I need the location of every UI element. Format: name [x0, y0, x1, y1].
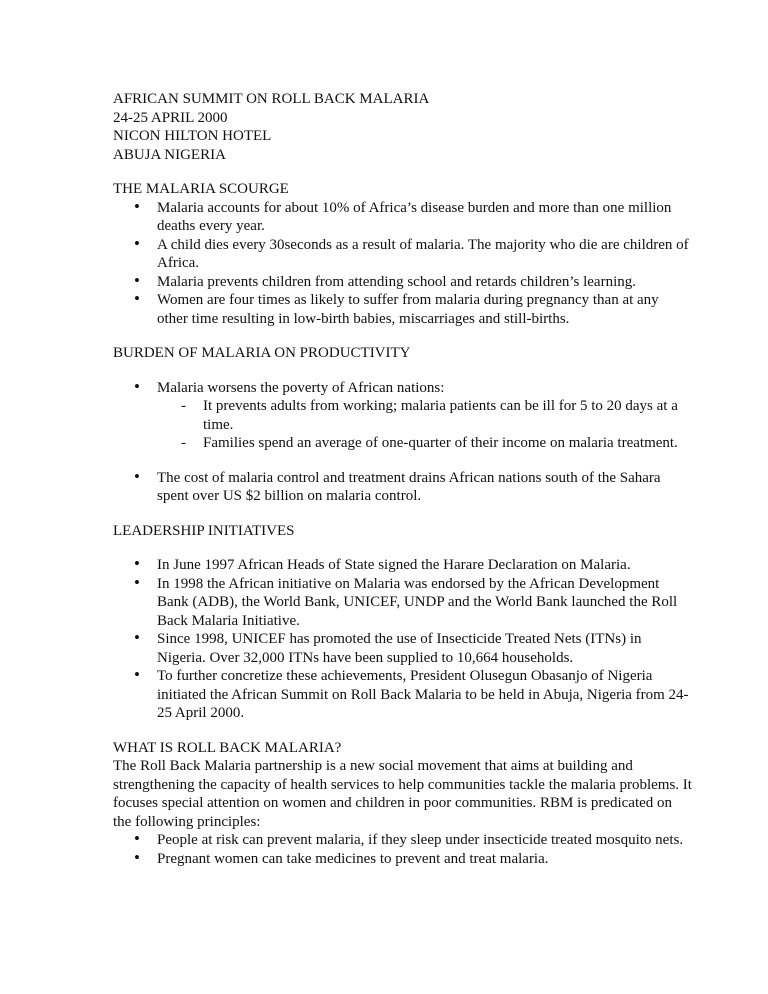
- section-heading-burden: BURDEN OF MALARIA ON PRODUCTIVITY: [113, 345, 411, 361]
- burden-sublist: [113, 397, 693, 453]
- list-item: • A child dies every 30seconds as a result of malaria. The majority who die are children of Africa.: [113, 236, 693, 273]
- list-item: • People at risk can prevent malaria, if they sleep under insecticide treated mosquito nets.: [113, 831, 693, 850]
- list-item: • In June 1997 African Heads of State signed the Harare Declaration on Malaria.: [113, 556, 693, 575]
- list-item: • In 1998 the African initiative on Malaria was endorsed by the African Development Bank (ADB), the World Bank, UNICEF, UNDP and the World Bank launched the Roll Back Malaria Initiative.: [113, 575, 693, 631]
- scourge-list: [113, 199, 693, 329]
- list-item: • Malaria accounts for about 10% of Africa’s disease burden and more than one million deaths every year.: [113, 199, 693, 236]
- list-item-text: Malaria worsens the poverty of African nations:: [157, 379, 445, 396]
- burden-list-2: [113, 469, 693, 506]
- rbm-list: [113, 831, 693, 868]
- event-venue: NICON HILTON HOTEL: [113, 128, 272, 144]
- list-item: • Women are four times as likely to suffer from malaria during pregnancy than at any other time resulting in low-birth babies, miscarriages and still-births.: [113, 291, 693, 328]
- list-item: • Malaria prevents children from attending school and retards children’s learning.: [113, 273, 693, 292]
- list-item: • Since 1998, UNICEF has promoted the use of Insecticide Treated Nets (ITNs) in Nigeria. Over 32,000 ITNs have been supplied to 10,664 households.: [113, 630, 693, 667]
- event-city: ABUJA NIGERIA: [113, 146, 226, 163]
- list-item: [113, 379, 693, 398]
- sub-list-item: - Families spend an average of one-quarter of their income on malaria treatment.: [113, 434, 693, 453]
- document-body: [113, 90, 693, 868]
- document-title: AFRICAN SUMMIT ON ROLL BACK MALARIA: [113, 91, 430, 107]
- list-item: • Pregnant women can take medicines to prevent and treat malaria.: [113, 850, 693, 869]
- list-item: • To further concretize these achievements, President Olusegun Obasanjo of Nigeria initiated the African Summit on Roll Back Malaria to be held in Abuja, Nigeria from 24-25 April 2000.: [113, 667, 693, 723]
- burden-list: [113, 379, 693, 398]
- leadership-list: [113, 556, 693, 723]
- list-item: • The cost of malaria control and treatment drains African nations south of the Sahara spent over US $2 billion on malaria control.: [113, 469, 693, 506]
- sub-list-item: - It prevents adults from working; malaria patients can be ill for 5 to 20 days at a time.: [113, 397, 693, 434]
- event-dates: 24-25 APRIL 2000: [113, 109, 228, 126]
- section-heading-rbm: WHAT IS ROLL BACK MALARIA?: [113, 739, 342, 756]
- rbm-paragraph: The Roll Back Malaria partnership is a new social movement that aims at building and strengthening the capacity of health services to help communities tackle the malaria problems. It focuses special attention on women and children in poor communities. RBM is predicated on the following principles:: [113, 758, 692, 830]
- section-heading-scourge: THE MALARIA SCOURGE: [113, 181, 289, 197]
- section-heading-leadership: LEADERSHIP INITIATIVES: [113, 522, 295, 539]
